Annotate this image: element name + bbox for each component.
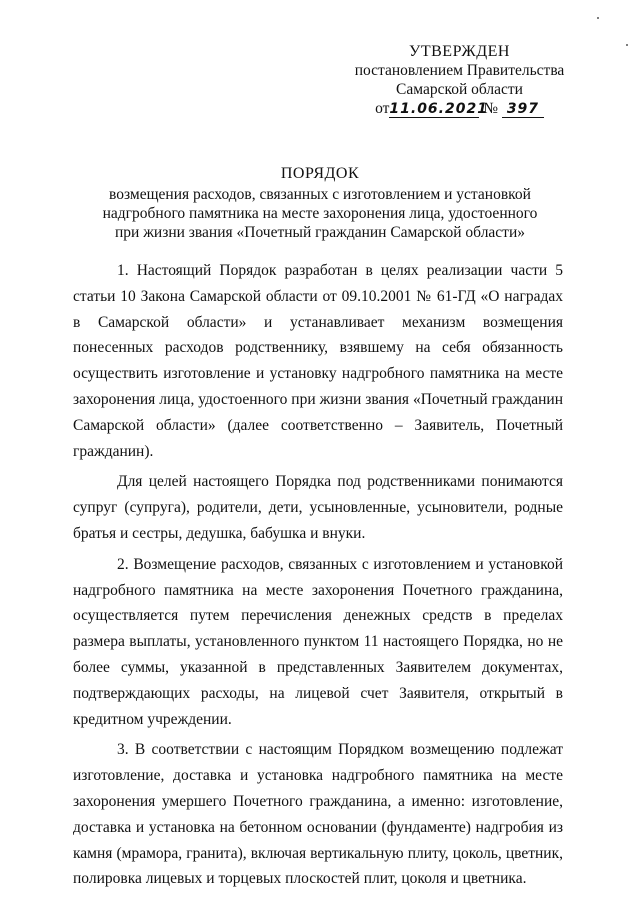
document-title [70, 164, 570, 242]
paragraph-1: 1. Настоящий Порядок разработан в целях реализации части 5 статьи 10 Закона Самарской области от 09.10.2001 № 61-ГД «О наградах в Самарской области» и устанавливает механизм возмещения понесенных расходов родственнику, взявшему на себя обязанность осуществить изготовление и установку надгробного памятника на месте захоронения лица, удостоенного при жизни звания «Почетный гражданин Самарской области» (далее соответственно – Заявитель, Почетный гражданин). [73, 262, 563, 460]
title-heading: ПОРЯДОК [280, 165, 360, 182]
paragraph-1-definition: Для целей настоящего Порядка под родственниками понимаются супруг (супруга), родители, дети, усыновленные, усыновители, родные братья и сестры, дедушка, бабушка и внуки. [73, 473, 563, 542]
scan-speck [597, 17, 599, 19]
title-line-3: при жизни звания «Почетный гражданин Самарской области» [114, 224, 526, 241]
number-prefix: № [483, 100, 499, 117]
handwritten-date: 11.06.2021 [389, 101, 488, 117]
scan-speck [626, 44, 628, 46]
date-prefix: от [375, 100, 390, 117]
approval-date-line [352, 99, 567, 118]
title-line-2: надгробного памятника на месте захоронения лица, удостоенного [102, 205, 538, 222]
title-line-1: возмещения расходов, связанных с изготовлением и установкой [109, 186, 531, 203]
handwritten-number: 397 [502, 101, 544, 118]
approval-heading: УТВЕРЖДЕН [409, 43, 510, 60]
document-body [73, 258, 563, 897]
approval-stamp [352, 42, 567, 118]
paragraph-2: 2. Возмещение расходов, связанных с изготовлением и установкой надгробного памятника на месте захоронения Почетного гражданина, осуществляется путем перечисления денежных средств в пределах размера выплаты, установленного пунктом 11 настоящего Порядка, но не более суммы, указанной в представленных Заявителем документах, подтверждающих расходы, на лицевой счет Заявителя, открытый в кредитном учреждении. [73, 555, 563, 728]
approval-line-2: Самарской области [396, 81, 523, 98]
paragraph-3: 3. В соответствии с настоящим Порядком возмещению подлежат изготовление, доставка и установка надгробного памятника на месте захоронения умершего Почетного гражданина, а именно: изготовление, доставка и установка на бетонном основании (фундаменте) надгробия из камня (мрамора, гранита), включая вертикальную плиту, цоколь, цветник, полировка лицевых и торцевых плоскостей плит, цоколя и цветника. [73, 741, 563, 888]
approval-line-1: постановлением Правительства [354, 62, 565, 79]
